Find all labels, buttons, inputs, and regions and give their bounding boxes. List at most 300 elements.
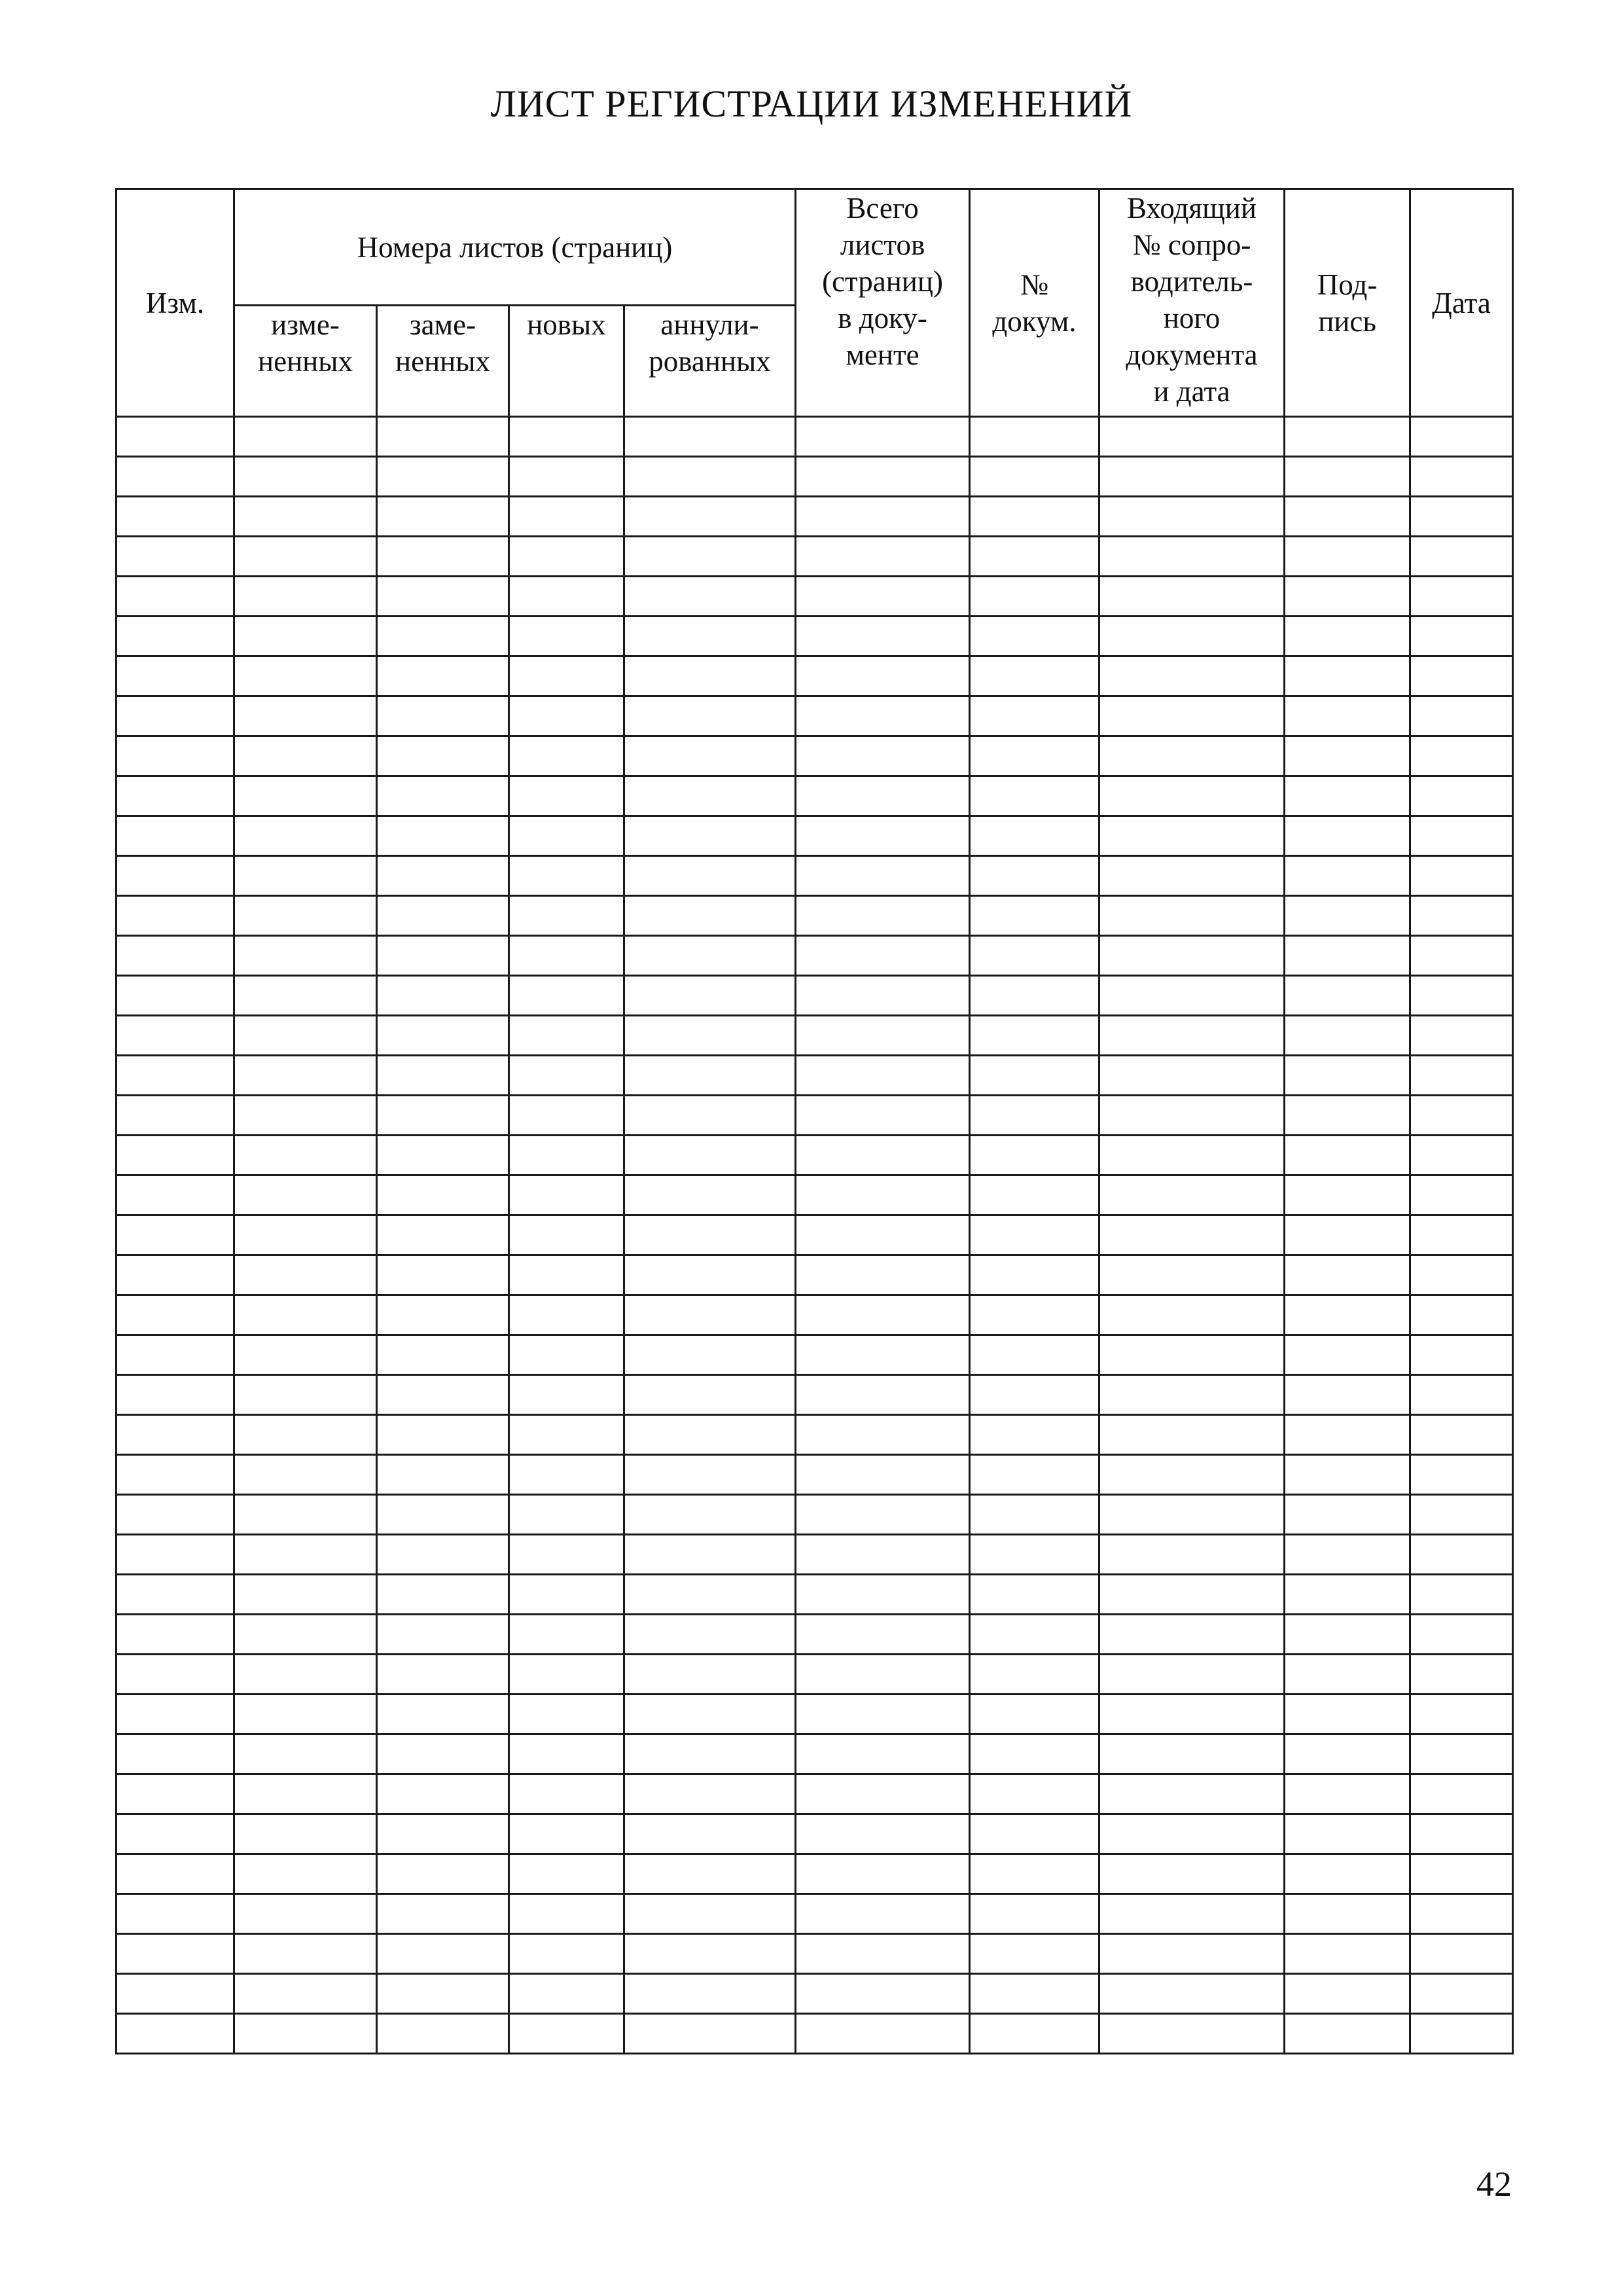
- table-row: [116, 1934, 1513, 1974]
- table-cell: [116, 1255, 234, 1295]
- table-cell: [116, 1535, 234, 1575]
- table-cell: [116, 1215, 234, 1255]
- table-cell: [509, 1934, 624, 1974]
- table-cell: [624, 896, 796, 936]
- table-cell: [796, 2014, 970, 2054]
- table-cell: [796, 1335, 970, 1375]
- table-cell: [796, 816, 970, 856]
- table-cell: [796, 537, 970, 577]
- table-row: [116, 1295, 1513, 1335]
- table-cell: [1410, 1854, 1513, 1894]
- table-cell: [1410, 497, 1513, 537]
- table-cell: [624, 696, 796, 736]
- table-cell: [624, 656, 796, 696]
- table-cell: [796, 736, 970, 776]
- table-cell: [1285, 1056, 1410, 1096]
- table-cell: [1285, 1295, 1410, 1335]
- table-cell: [234, 417, 377, 457]
- table-cell: [970, 1615, 1099, 1655]
- table-cell: [624, 497, 796, 537]
- table-cell: [116, 617, 234, 656]
- table-cell: [1285, 1096, 1410, 1136]
- table-cell: [509, 537, 624, 577]
- table-cell: [116, 816, 234, 856]
- table-cell: [1410, 736, 1513, 776]
- table-cell: [116, 1056, 234, 1096]
- table-cell: [377, 1175, 509, 1215]
- table-cell: [1099, 1175, 1285, 1215]
- table-cell: [509, 1335, 624, 1375]
- table-cell: [234, 1096, 377, 1136]
- table-cell: [1099, 816, 1285, 856]
- table-cell: [509, 1215, 624, 1255]
- table-cell: [234, 1575, 377, 1615]
- table-cell: [624, 1255, 796, 1295]
- table-cell: [509, 856, 624, 896]
- table-cell: [796, 1096, 970, 1136]
- table-cell: [970, 577, 1099, 617]
- table-cell: [1285, 656, 1410, 696]
- table-cell: [1099, 1655, 1285, 1695]
- table-cell: [624, 1096, 796, 1136]
- table-cell: [970, 1774, 1099, 1814]
- table-cell: [1285, 537, 1410, 577]
- table-cell: [1099, 577, 1285, 617]
- table-cell: [116, 696, 234, 736]
- table-cell: [509, 577, 624, 617]
- table-cell: [1285, 1695, 1410, 1734]
- table-cell: [234, 1774, 377, 1814]
- table-cell: [1099, 1495, 1285, 1535]
- table-cell: [116, 1295, 234, 1335]
- table-cell: [1099, 696, 1285, 736]
- table-row: [116, 696, 1513, 736]
- table-cell: [1410, 1215, 1513, 1255]
- table-cell: [1099, 976, 1285, 1016]
- table-cell: [1099, 1255, 1285, 1295]
- table-cell: [1285, 1535, 1410, 1575]
- table-cell: [234, 1974, 377, 2014]
- table-cell: [970, 1295, 1099, 1335]
- table-cell: [1285, 497, 1410, 537]
- table-cell: [116, 1495, 234, 1535]
- table-cell: [234, 696, 377, 736]
- table-cell: [796, 1695, 970, 1734]
- table-cell: [377, 816, 509, 856]
- table-cell: [970, 1375, 1099, 1415]
- table-cell: [377, 1375, 509, 1415]
- table-cell: [970, 1695, 1099, 1734]
- table-cell: [1410, 457, 1513, 497]
- table-cell: [796, 1734, 970, 1774]
- table-cell: [1410, 696, 1513, 736]
- table-cell: [377, 1016, 509, 1056]
- table-cell: [116, 736, 234, 776]
- table-cell: [377, 976, 509, 1016]
- table-cell: [234, 1175, 377, 1215]
- table-cell: [624, 1774, 796, 1814]
- table-cell: [377, 1575, 509, 1615]
- table-row: [116, 1615, 1513, 1655]
- table-cell: [234, 1215, 377, 1255]
- table-row: [116, 1016, 1513, 1056]
- table-cell: [970, 1934, 1099, 1974]
- table-cell: [116, 2014, 234, 2054]
- table-row: [116, 497, 1513, 537]
- table-cell: [624, 1136, 796, 1175]
- table-cell: [377, 1415, 509, 1455]
- table-cell: [1285, 1415, 1410, 1455]
- table-cell: [509, 1814, 624, 1854]
- table-cell: [624, 976, 796, 1016]
- table-row: [116, 1655, 1513, 1695]
- table-cell: [234, 656, 377, 696]
- table-row: [116, 1455, 1513, 1495]
- table-cell: [509, 417, 624, 457]
- table-cell: [796, 1974, 970, 2014]
- table-cell: [116, 656, 234, 696]
- table-cell: [377, 1455, 509, 1495]
- table-cell: [796, 1455, 970, 1495]
- table-cell: [624, 457, 796, 497]
- table-cell: [1285, 457, 1410, 497]
- table-cell: [796, 1136, 970, 1175]
- table-row: [116, 856, 1513, 896]
- table-cell: [234, 816, 377, 856]
- table-cell: [1410, 896, 1513, 936]
- table-cell: [1410, 1535, 1513, 1575]
- table-cell: [1099, 1615, 1285, 1655]
- table-cell: [970, 457, 1099, 497]
- table-cell: [796, 497, 970, 537]
- table-cell: [116, 1814, 234, 1854]
- table-cell: [970, 1255, 1099, 1295]
- table-cell: [509, 617, 624, 656]
- table-cell: [509, 1056, 624, 1096]
- table-cell: [1099, 1774, 1285, 1814]
- table-row: [116, 1415, 1513, 1455]
- table-cell: [970, 1974, 1099, 2014]
- table-cell: [624, 1695, 796, 1734]
- table-cell: [116, 1695, 234, 1734]
- table-cell: [970, 1734, 1099, 1774]
- table-cell: [796, 1375, 970, 1415]
- table-cell: [377, 1495, 509, 1535]
- table-cell: [509, 1894, 624, 1934]
- table-cell: [509, 936, 624, 976]
- table-cell: [1099, 457, 1285, 497]
- table-cell: [377, 1814, 509, 1854]
- table-cell: [509, 1575, 624, 1615]
- table-cell: [234, 1056, 377, 1096]
- table-cell: [970, 2014, 1099, 2054]
- header-new: новых: [509, 306, 624, 417]
- table-cell: [970, 1495, 1099, 1535]
- table-cell: [377, 417, 509, 457]
- table-row: [116, 1215, 1513, 1255]
- table-cell: [377, 656, 509, 696]
- table-cell: [377, 856, 509, 896]
- table-cell: [1099, 1575, 1285, 1615]
- table-cell: [377, 736, 509, 776]
- table-row: [116, 1814, 1513, 1854]
- table-row: [116, 1535, 1513, 1575]
- table-cell: [1099, 1695, 1285, 1734]
- table-cell: [1410, 1335, 1513, 1375]
- table-cell: [234, 776, 377, 816]
- table-row: [116, 976, 1513, 1016]
- table-cell: [796, 696, 970, 736]
- table-cell: [1410, 936, 1513, 976]
- table-cell: [377, 497, 509, 537]
- table-cell: [1410, 1734, 1513, 1774]
- table-cell: [796, 1774, 970, 1814]
- table-cell: [377, 1734, 509, 1774]
- table-cell: [377, 1894, 509, 1934]
- table-cell: [509, 1295, 624, 1335]
- table-cell: [796, 1056, 970, 1096]
- table-cell: [624, 776, 796, 816]
- table-cell: [116, 457, 234, 497]
- table-cell: [1285, 1894, 1410, 1934]
- table-cell: [624, 1814, 796, 1854]
- table-cell: [377, 1774, 509, 1814]
- table-cell: [970, 1096, 1099, 1136]
- table-cell: [970, 856, 1099, 896]
- table-cell: [624, 1175, 796, 1215]
- table-cell: [624, 936, 796, 976]
- table-cell: [377, 457, 509, 497]
- table-cell: [1410, 1455, 1513, 1495]
- table-cell: [1410, 1056, 1513, 1096]
- page-title: ЛИСТ РЕГИСТРАЦИИ ИЗМЕНЕНИЙ: [490, 82, 1133, 125]
- table-cell: [624, 856, 796, 896]
- table-cell: [116, 1455, 234, 1495]
- header-row-main: [116, 189, 1513, 306]
- table-row: [116, 417, 1513, 457]
- header-total-sheets: Всего листов (страниц) в доку- менте: [796, 189, 970, 417]
- table-cell: [116, 1096, 234, 1136]
- header-sheet-numbers: Номера листов (страниц): [234, 189, 796, 306]
- table-row: [116, 577, 1513, 617]
- table-cell: [234, 1255, 377, 1295]
- table-cell: [624, 1934, 796, 1974]
- table-cell: [970, 1056, 1099, 1096]
- table-row: [116, 617, 1513, 656]
- table-cell: [116, 1734, 234, 1774]
- table-row: [116, 1854, 1513, 1894]
- table-row: [116, 1056, 1513, 1096]
- table-cell: [1099, 1415, 1285, 1455]
- table-cell: [116, 1016, 234, 1056]
- table-cell: [1285, 976, 1410, 1016]
- table-cell: [1099, 1136, 1285, 1175]
- table-cell: [509, 656, 624, 696]
- table-cell: [1285, 1255, 1410, 1295]
- table-cell: [624, 577, 796, 617]
- table-cell: [1099, 617, 1285, 656]
- table-cell: [234, 1535, 377, 1575]
- table-cell: [970, 656, 1099, 696]
- table-cell: [624, 1535, 796, 1575]
- table-row: [116, 1575, 1513, 1615]
- table-cell: [1099, 656, 1285, 696]
- table-cell: [509, 1774, 624, 1814]
- table-row: [116, 1335, 1513, 1375]
- table-row: [116, 1096, 1513, 1136]
- table-cell: [377, 776, 509, 816]
- table-cell: [234, 1615, 377, 1655]
- table-cell: [1410, 1295, 1513, 1335]
- table-cell: [509, 816, 624, 856]
- table-cell: [970, 417, 1099, 457]
- table-cell: [624, 1016, 796, 1056]
- table-cell: [624, 1056, 796, 1096]
- table-cell: [116, 1774, 234, 1814]
- table-cell: [509, 1535, 624, 1575]
- table-cell: [509, 976, 624, 1016]
- table-cell: [116, 497, 234, 537]
- table-cell: [377, 1096, 509, 1136]
- table-cell: [509, 696, 624, 736]
- table-cell: [624, 1295, 796, 1335]
- table-cell: [624, 1455, 796, 1495]
- table-cell: [234, 1655, 377, 1695]
- table-cell: [1410, 1974, 1513, 2014]
- table-cell: [1410, 577, 1513, 617]
- table-cell: [1099, 1016, 1285, 1056]
- table-cell: [970, 1215, 1099, 1255]
- table-cell: [1285, 617, 1410, 656]
- table-cell: [509, 1175, 624, 1215]
- table-cell: [796, 617, 970, 656]
- table-cell: [1410, 1695, 1513, 1734]
- table-row: [116, 1974, 1513, 2014]
- table-cell: [796, 656, 970, 696]
- table-cell: [1410, 617, 1513, 656]
- table-row: [116, 537, 1513, 577]
- header-doc-number: № докум.: [970, 189, 1099, 417]
- table-cell: [116, 896, 234, 936]
- table-cell: [234, 497, 377, 537]
- table-cell: [1410, 856, 1513, 896]
- table-cell: [1285, 896, 1410, 936]
- table-cell: [796, 1255, 970, 1295]
- table-cell: [234, 976, 377, 1016]
- table-cell: [1099, 417, 1285, 457]
- table-cell: [377, 1335, 509, 1375]
- table-cell: [796, 936, 970, 976]
- table-cell: [1285, 1655, 1410, 1695]
- table-cell: [624, 1495, 796, 1535]
- table-cell: [234, 1375, 377, 1415]
- table-cell: [234, 1136, 377, 1175]
- table-cell: [796, 976, 970, 1016]
- table-cell: [116, 1415, 234, 1455]
- table-cell: [1285, 1774, 1410, 1814]
- table-cell: [377, 1854, 509, 1894]
- table-cell: [509, 1734, 624, 1774]
- table-cell: [1099, 776, 1285, 816]
- table-cell: [1285, 1136, 1410, 1175]
- table-cell: [116, 1335, 234, 1375]
- table-cell: [509, 1375, 624, 1415]
- table-cell: [1285, 1335, 1410, 1375]
- table-cell: [377, 1615, 509, 1655]
- table-cell: [624, 1854, 796, 1894]
- table-cell: [1285, 776, 1410, 816]
- table-cell: [1099, 1934, 1285, 1974]
- table-cell: [234, 537, 377, 577]
- table-cell: [377, 936, 509, 976]
- table-row: [116, 936, 1513, 976]
- table-cell: [116, 1655, 234, 1695]
- table-cell: [624, 736, 796, 776]
- table-cell: [116, 976, 234, 1016]
- table-cell: [509, 1495, 624, 1535]
- table-cell: [970, 736, 1099, 776]
- table-cell: [970, 1136, 1099, 1175]
- table-cell: [377, 1215, 509, 1255]
- table-cell: [234, 896, 377, 936]
- table-row: [116, 1136, 1513, 1175]
- table-cell: [1099, 1295, 1285, 1335]
- table-cell: [1410, 1774, 1513, 1814]
- table-cell: [1285, 417, 1410, 457]
- table-cell: [1285, 936, 1410, 976]
- table-cell: [796, 776, 970, 816]
- table-cell: [377, 1535, 509, 1575]
- table-cell: [509, 1974, 624, 2014]
- table-cell: [970, 537, 1099, 577]
- table-cell: [624, 1335, 796, 1375]
- table-cell: [234, 1894, 377, 1934]
- table-cell: [1410, 1255, 1513, 1295]
- table-cell: [624, 1894, 796, 1934]
- table-cell: [509, 1016, 624, 1056]
- table-row: [116, 776, 1513, 816]
- table-cell: [796, 1575, 970, 1615]
- table-cell: [1285, 1016, 1410, 1056]
- table-cell: [377, 1934, 509, 1974]
- table-cell: [234, 617, 377, 656]
- table-cell: [116, 1615, 234, 1655]
- header-changed: изме- ненных: [234, 306, 377, 417]
- table-cell: [970, 696, 1099, 736]
- table-cell: [1285, 1175, 1410, 1215]
- table-cell: [1099, 1375, 1285, 1415]
- table-cell: [796, 577, 970, 617]
- table-cell: [116, 1375, 234, 1415]
- table-cell: [970, 617, 1099, 656]
- table-cell: [624, 1575, 796, 1615]
- table-cell: [624, 1734, 796, 1774]
- table-cell: [796, 1295, 970, 1335]
- table-cell: [1410, 1495, 1513, 1535]
- table-cell: [796, 896, 970, 936]
- table-cell: [1099, 1056, 1285, 1096]
- table-cell: [1099, 1535, 1285, 1575]
- table-cell: [970, 1575, 1099, 1615]
- table-cell: [377, 2014, 509, 2054]
- table-cell: [377, 896, 509, 936]
- table-cell: [796, 856, 970, 896]
- table-cell: [624, 816, 796, 856]
- table-cell: [116, 537, 234, 577]
- table-cell: [970, 1455, 1099, 1495]
- table-cell: [1285, 1375, 1410, 1415]
- table-cell: [509, 497, 624, 537]
